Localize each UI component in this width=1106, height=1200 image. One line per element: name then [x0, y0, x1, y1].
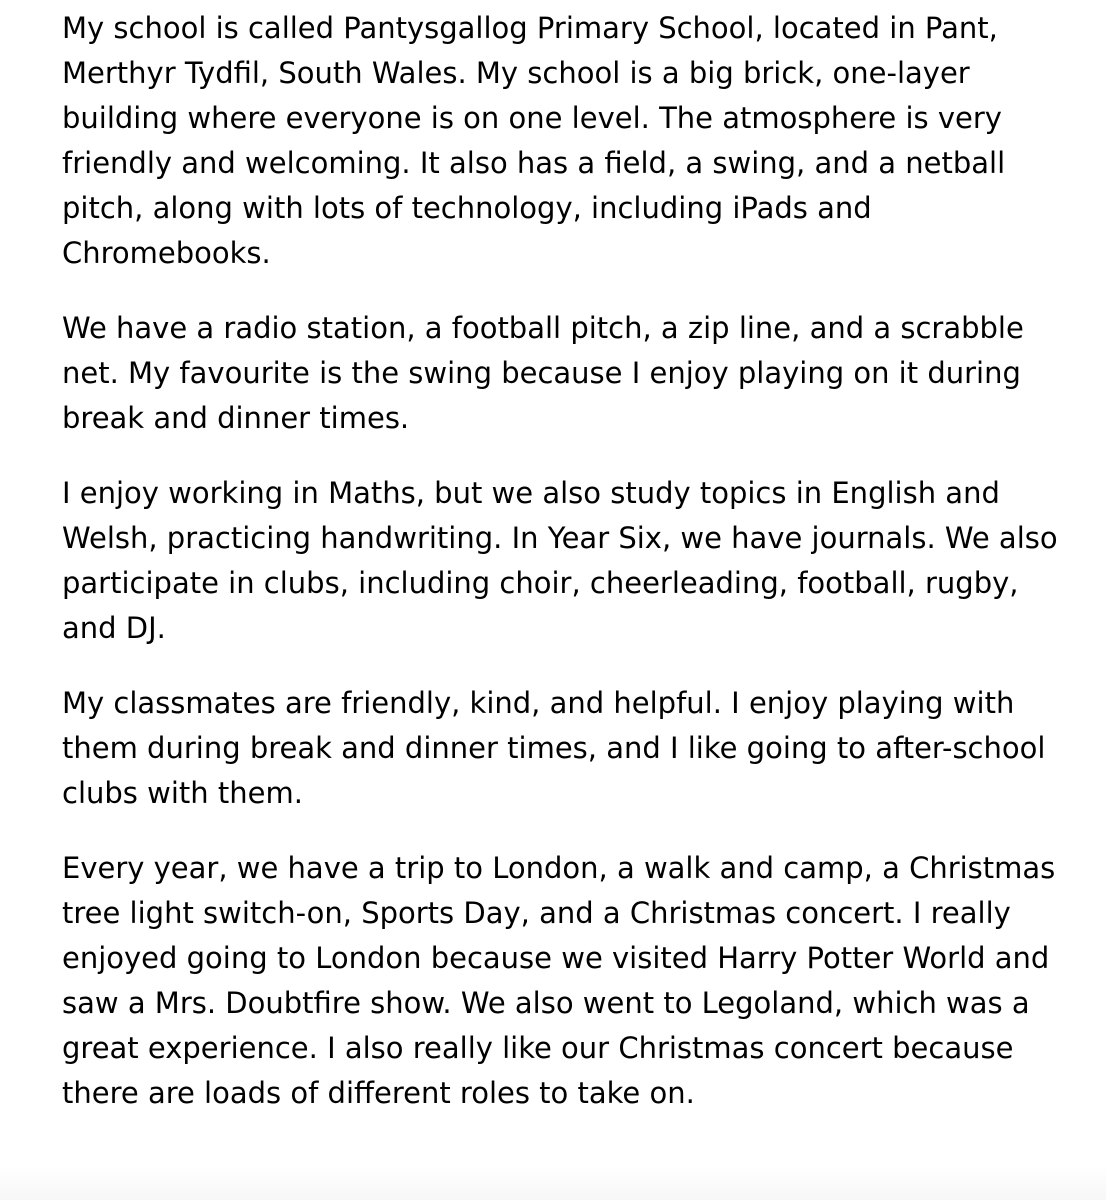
paragraph-subjects-clubs: I enjoy working in Maths, but we also study topics in English and Welsh, practicing handwriting. In Year Six, we have journals. We also participate in clubs, including choir, cheerleading, football, rugby, and DJ.	[62, 476, 1058, 645]
paragraph-yearly-events: Every year, we have a trip to London, a walk and camp, a Christmas tree light switch-on, Sports Day, and a Christmas concert. I really enjoyed going to London because we visited Harry Potter World and saw a Mrs. Doubtfire show. We also went to Legoland, which was a great experience. I also really like our Christmas concert because there are loads of different roles to take on.	[62, 851, 1056, 1110]
article-body	[62, 6, 1067, 1146]
bottom-edge-shadow	[0, 1166, 1106, 1200]
paragraph-classmates: My classmates are friendly, kind, and helpful. I enjoy playing with them during break and dinner times, and I like going to after-school clubs with them.	[62, 686, 1046, 810]
paragraph-facilities: We have a radio station, a football pitch, a zip line, and a scrabble net. My favourite is the swing because I enjoy playing on it during break and dinner times.	[62, 311, 1024, 435]
paragraph-school-intro: My school is called Pantysgallog Primary School, located in Pant, Merthyr Tydfil, South Wales. My school is a big brick, one-layer building where everyone is on one level. The atmosphere is very friendly and welcoming. It also has a field, a swing, and a netball pitch, along with lots of technology, including iPads and Chromebooks.	[62, 11, 1006, 270]
